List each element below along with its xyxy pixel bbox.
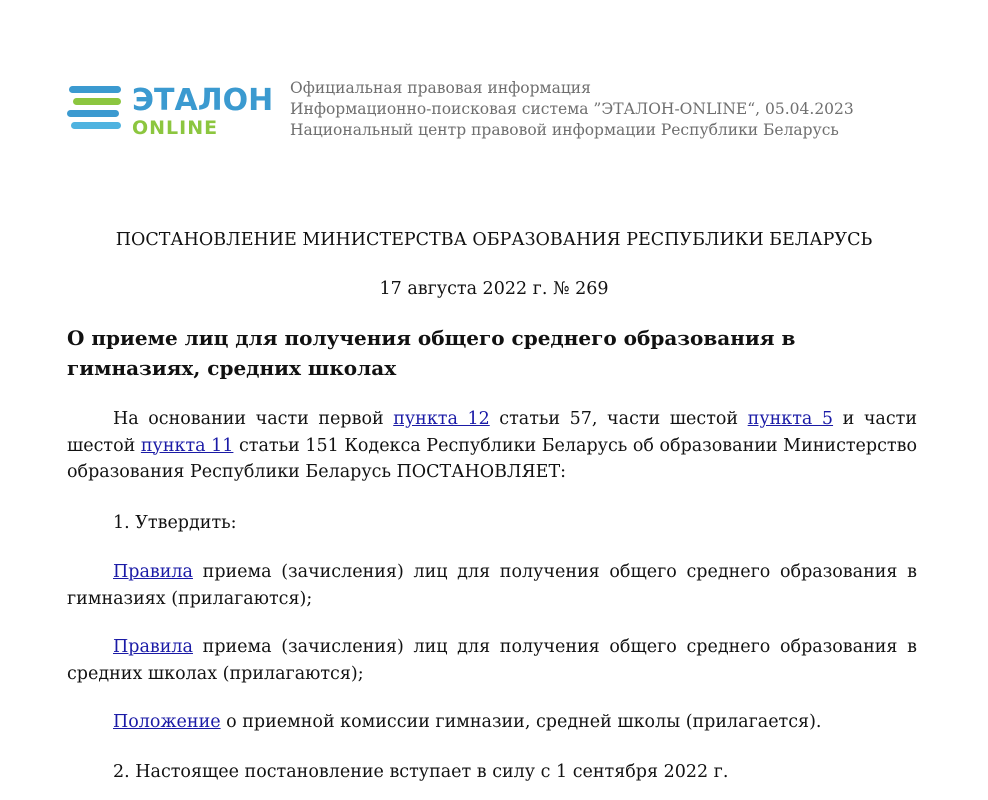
logo-stripes-icon bbox=[67, 82, 125, 138]
header-info-line: Национальный центр правовой информации Республики Беларусь bbox=[290, 121, 839, 139]
item-1: 1. Утвердить: bbox=[113, 513, 237, 533]
header bbox=[67, 78, 927, 142]
rule-2-paragraph bbox=[67, 634, 917, 687]
rule-3-paragraph bbox=[113, 709, 821, 736]
preamble-text: На основании части первой bbox=[113, 409, 394, 429]
link-punkt-5[interactable]: пункта 5 bbox=[747, 409, 834, 429]
link-punkt-12[interactable]: пункта 12 bbox=[393, 409, 490, 429]
logo-subtitle: ONLINE bbox=[132, 117, 219, 139]
link-rules-gymnasium[interactable]: Правила bbox=[113, 562, 193, 582]
preamble-text: статьи 151 Кодекса Республики Беларусь об образовании Министерство образования Республики Беларусь ПОСТАНОВЛЯЕТ: bbox=[67, 435, 917, 482]
document-type: ПОСТАНОВЛЕНИЕ МИНИСТЕРСТВА ОБРАЗОВАНИЯ РЕСПУБЛИКИ БЕЛАРУСЬ bbox=[115, 230, 873, 250]
rule-1-paragraph bbox=[67, 559, 917, 612]
preamble-paragraph bbox=[67, 406, 917, 486]
rule-2-text: приема (зачисления) лиц для получения общего среднего образования в средних школах (прилагаются); bbox=[67, 637, 917, 684]
header-info-line: Информационно-поисковая система ”ЭТАЛОН-ONLINE“, 05.04.2023 bbox=[290, 100, 854, 118]
logo-wordmark: ЭТАЛОН bbox=[132, 83, 274, 118]
link-punkt-11[interactable]: пункта 11 bbox=[140, 435, 234, 456]
document-title: О приеме лиц для получения общего среднего образования в гимназиях, средних школах bbox=[67, 326, 796, 380]
link-rules-school[interactable]: Правила bbox=[113, 637, 193, 657]
header-info-line: Официальная правовая информация bbox=[290, 79, 591, 97]
etalon-logo bbox=[67, 82, 274, 139]
header-info bbox=[290, 78, 854, 141]
preamble-text: статьи 57, части шестой bbox=[489, 409, 748, 429]
rule-3-text: о приемной комиссии гимназии, средней школы (прилагается). bbox=[220, 712, 822, 732]
document-date: 17 августа 2022 г. № 269 bbox=[379, 279, 609, 299]
item-2: 2. Настоящее постановление вступает в силу с 1 сентября 2022 г. bbox=[113, 762, 729, 782]
preamble-text: и части шестой bbox=[67, 409, 917, 456]
link-commission-regulation[interactable]: Положение bbox=[113, 712, 221, 732]
rule-1-text: приема (зачисления) лиц для получения общего среднего образования в гимназиях (прилагаются); bbox=[67, 562, 917, 609]
